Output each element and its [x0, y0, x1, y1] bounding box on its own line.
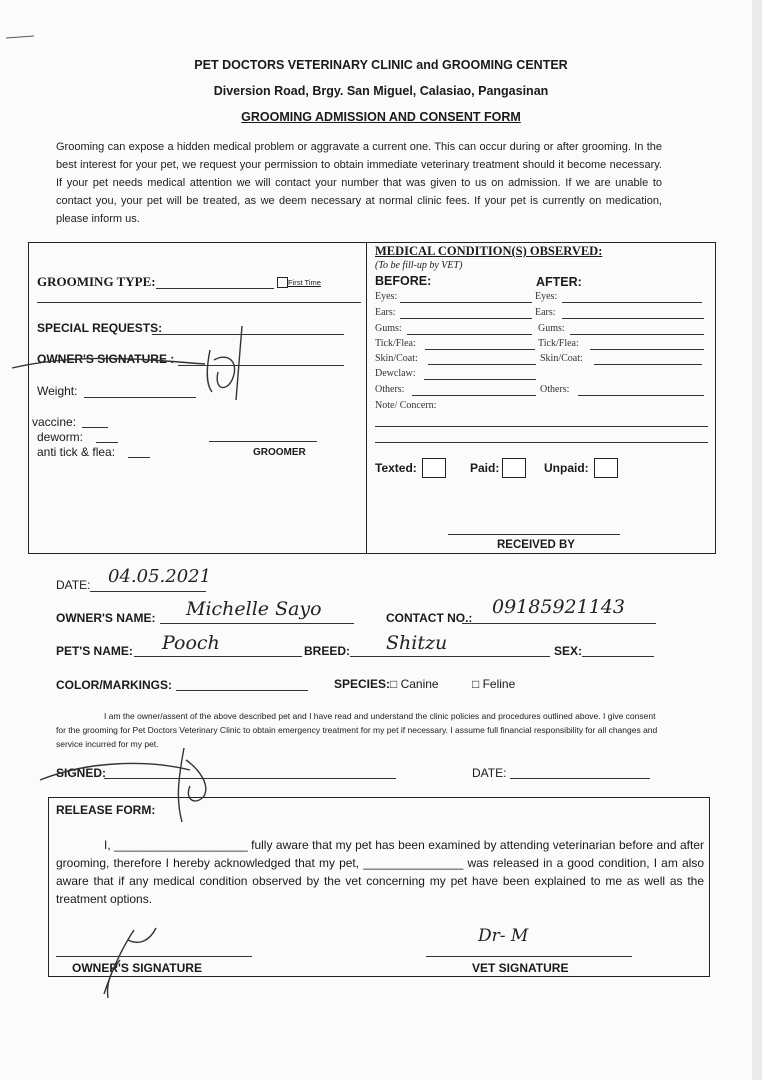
before-gums: Gums:: [375, 323, 402, 334]
owner-sig-label: OWNER'S SIGNATURE: [72, 961, 202, 975]
clinic-address: Diversion Road, Brgy. San Miguel, Calasiao, Pangasinan: [213, 84, 549, 98]
breed-label: BREED:: [304, 644, 351, 658]
first-time-label: First Time: [288, 278, 321, 287]
breed-value: Shitzu: [386, 632, 448, 654]
date-value: 04.05.2021: [108, 566, 212, 587]
after-ears: Ears:: [535, 307, 556, 318]
weight-label: Weight:: [37, 384, 78, 398]
date-label: DATE:: [56, 578, 91, 592]
before-ears: Ears:: [375, 307, 396, 318]
vaccine-label: vaccine:: [32, 415, 77, 429]
clinic-name: PET DOCTORS VETERINARY CLINIC and GROOMING CENTER: [194, 58, 568, 72]
after-tick: Tick/Flea:: [538, 338, 579, 349]
special-requests-label: SPECIAL REQUESTS:: [37, 321, 163, 335]
owner-signature-scribble-1: [12, 326, 242, 400]
pet-name-value: Pooch: [162, 632, 220, 654]
release-title: RELEASE FORM:: [56, 803, 156, 817]
before-others: Others:: [375, 384, 405, 395]
before-tick: Tick/Flea:: [375, 338, 416, 349]
vet-sig-label: VET SIGNATURE: [472, 961, 569, 975]
dewclaw-label: Dewclaw:: [375, 368, 416, 379]
sex-label: SEX:: [554, 644, 583, 658]
form-title: GROOMING ADMISSION AND CONSENT FORM: [241, 110, 521, 124]
feline-option[interactable]: □ Feline: [472, 677, 516, 691]
owner-signature-label: OWNER'S SIGNATURE :: [37, 352, 175, 366]
vet-handwritten-signature: Dr- M: [478, 926, 529, 946]
strike-mark-1: [6, 36, 34, 38]
owner-name-value: Michelle Sayo: [186, 598, 322, 620]
groomer-label: GROOMER: [253, 447, 306, 458]
unpaid-label: Unpaid:: [544, 461, 589, 475]
owner-name-label: OWNER'S NAME:: [56, 611, 156, 625]
consent-text: I am the owner/assent of the above described pet and I have read and understand the clinic policies and procedures outlined above. I give consent for the grooming for Pet Doctors Veterinary Clinic to obtain emergency treatment for my pet if necessary. I assume full financial responsibility for all changes and service incurred for my pet.: [56, 711, 658, 749]
signed-label: SIGNED:: [56, 766, 107, 780]
medical-title: MEDICAL CONDITION(S) OBSERVED:: [375, 244, 603, 258]
before-eyes: Eyes:: [375, 291, 398, 302]
after-gums: Gums:: [538, 323, 565, 334]
medical-subtitle: (To be fill-up by VET): [375, 260, 463, 271]
texted-label: Texted:: [375, 461, 417, 475]
note-label: Note/ Concern:: [375, 400, 437, 411]
species-label: SPECIES:: [334, 677, 391, 691]
color-label: COLOR/MARKINGS:: [56, 678, 172, 692]
deworm-label: deworm:: [37, 430, 84, 444]
contact-value: 09185921143: [492, 596, 625, 618]
grooming-type-label: GROOMING TYPE:: [37, 274, 156, 289]
intro-paragraph: Grooming can expose a hidden medical problem or aggravate a current one. This can occur during or after grooming. In the best interest for your pet, we request your permission to obtain immediate veterinary treatment should it become necessary. If your pet needs medical attention we will contact your number that was given to us on admission. If we are unable to contact you, your pet will be treated, as we deem necessary at normal clinic fees. If your pet is currently on medication, please inform us.: [56, 141, 662, 225]
after-label: AFTER:: [536, 275, 582, 289]
antitick-label: anti tick & flea:: [37, 445, 116, 459]
contact-label: CONTACT NO.:: [386, 611, 473, 625]
received-by-label: RECEIVED BY: [497, 539, 575, 551]
release-body: I, ____________________ fully aware that my pet has been examined by attending veterinarian before and after grooming, therefore I hereby acknowledged that my pet, _______________ was released in a good condition, I am also aware that if any medical condition observed by the vet concerning my pet have been explained to me as well as the treatment options.: [56, 838, 704, 906]
paid-label: Paid:: [470, 461, 500, 475]
after-skin: Skin/Coat:: [540, 353, 583, 364]
pet-name-label: PET'S NAME:: [56, 644, 133, 658]
canine-option[interactable]: □ Canine: [390, 677, 439, 691]
date2-label: DATE:: [472, 766, 507, 780]
owner-signature-scribble-3: [104, 928, 156, 998]
after-others: Others:: [540, 384, 570, 395]
after-eyes: Eyes:: [535, 291, 558, 302]
before-label: BEFORE:: [375, 274, 432, 288]
before-skin: Skin/Coat:: [375, 353, 418, 364]
owner-signature-scribble-2: [40, 748, 206, 822]
